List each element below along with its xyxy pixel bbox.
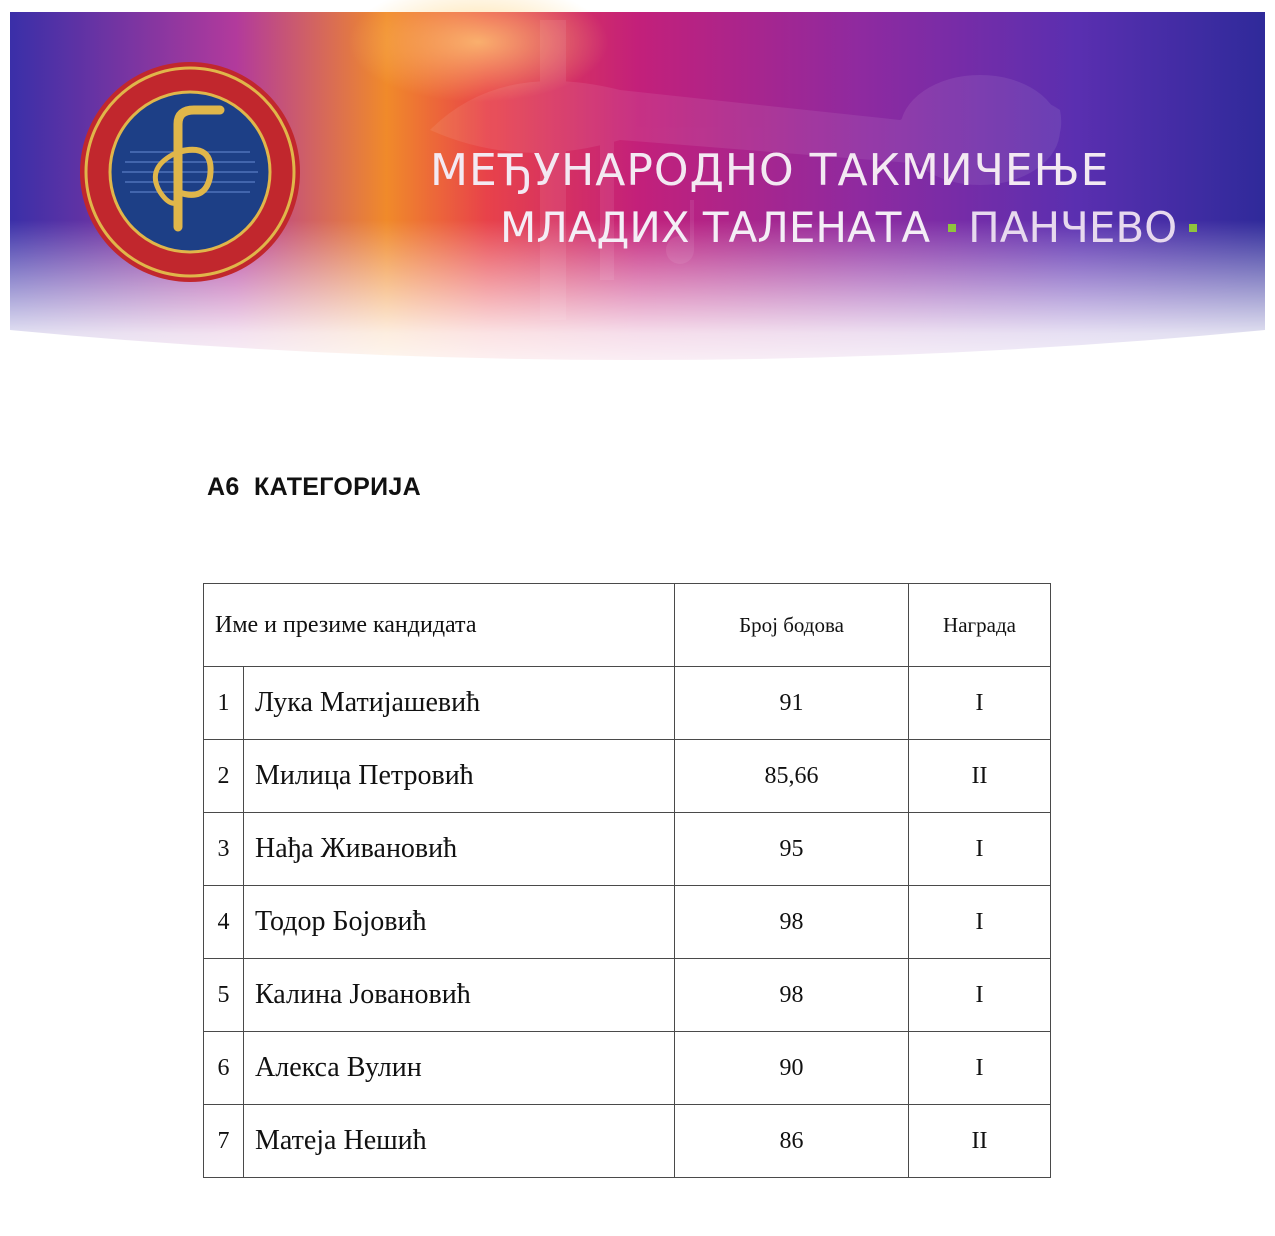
table-row — [204, 667, 1051, 740]
candidate-points: 98 — [675, 959, 909, 1032]
candidate-points: 85,66 — [675, 740, 909, 813]
banner-title — [0, 0, 1275, 390]
table-row — [204, 1032, 1051, 1105]
table-row — [204, 959, 1051, 1032]
banner-title-line2 — [500, 203, 1197, 252]
candidate-name: Алекса Вулин — [244, 1032, 675, 1105]
banner-title-line2-text: МЛАДИХ ТАЛЕНАТА — [500, 203, 931, 252]
banner-title-line1: МЕЂУНАРОДНО ТАКМИЧЕЊЕ — [430, 145, 1110, 196]
row-number: 3 — [204, 813, 244, 886]
candidate-award: I — [909, 1032, 1051, 1105]
candidate-points: 90 — [675, 1032, 909, 1105]
candidate-award: II — [909, 740, 1051, 813]
table-header-row — [204, 584, 1051, 667]
candidate-award: I — [909, 886, 1051, 959]
candidate-points: 98 — [675, 886, 909, 959]
candidate-points: 86 — [675, 1105, 909, 1178]
row-number: 2 — [204, 740, 244, 813]
table-row — [204, 886, 1051, 959]
row-number: 6 — [204, 1032, 244, 1105]
row-number: 1 — [204, 667, 244, 740]
candidate-name: Нађа Живановић — [244, 813, 675, 886]
candidate-name: Матеја Нешић — [244, 1105, 675, 1178]
table-row — [204, 1105, 1051, 1178]
green-bullet-icon — [948, 224, 956, 232]
category-heading: А6 КАТЕГОРИЈА — [207, 473, 421, 501]
banner-title-city: ПАНЧЕВО — [968, 203, 1178, 252]
row-number: 7 — [204, 1105, 244, 1178]
candidate-award: II — [909, 1105, 1051, 1178]
banner — [0, 0, 1275, 390]
candidate-points: 91 — [675, 667, 909, 740]
green-bullet-icon — [1189, 224, 1197, 232]
candidate-award: I — [909, 959, 1051, 1032]
header-award: Награда — [909, 584, 1051, 667]
candidate-points: 95 — [675, 813, 909, 886]
header-points: Број бодова — [675, 584, 909, 667]
results-table — [203, 583, 1051, 1178]
candidate-name: Лука Матијашевић — [244, 667, 675, 740]
candidate-award: I — [909, 813, 1051, 886]
candidate-name: Тодор Бојовић — [244, 886, 675, 959]
candidate-name: Милица Петровић — [244, 740, 675, 813]
table-row — [204, 813, 1051, 886]
candidate-award: I — [909, 667, 1051, 740]
table-row — [204, 740, 1051, 813]
header-name: Име и презиме кандидата — [204, 584, 675, 667]
candidate-name: Калина Јовановић — [244, 959, 675, 1032]
row-number: 5 — [204, 959, 244, 1032]
row-number: 4 — [204, 886, 244, 959]
